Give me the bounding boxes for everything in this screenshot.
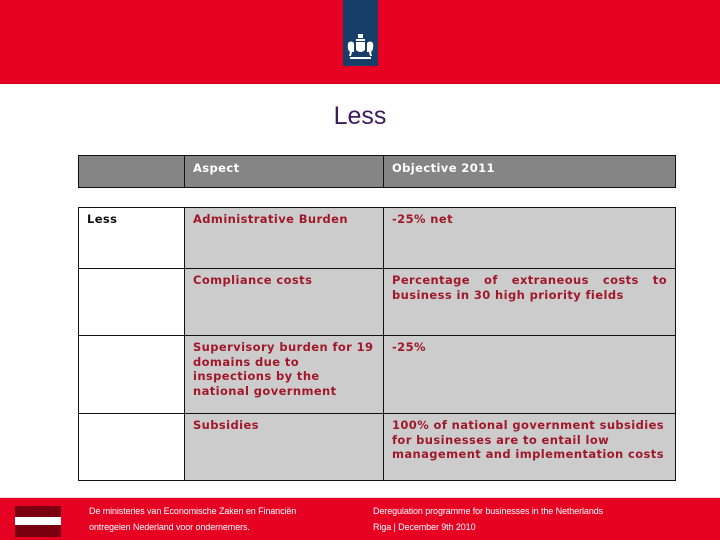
category-cell: Less [79, 208, 185, 269]
table-row [79, 208, 676, 269]
slide-title: Less [333, 102, 387, 130]
table-row [79, 269, 676, 336]
objective-cell [384, 269, 676, 336]
objective-line: Percentage of extraneous costs to [392, 273, 667, 287]
footer-band [0, 497, 720, 540]
aspect-cell: Supervisory burden for 19 domains due to inspections by the national government [185, 336, 384, 414]
aspect-cell: Compliance costs [185, 269, 384, 336]
objective-cell: -25% [384, 336, 676, 414]
objectives-table [78, 207, 676, 481]
rijksoverheid-crest-icon [345, 33, 376, 61]
aspect-cell: Administrative Burden [185, 208, 384, 269]
footer-right-line2: Riga | December 9th 2010 [373, 522, 476, 532]
header-cell-aspect: Aspect [185, 156, 384, 188]
category-cell [79, 269, 185, 336]
header-band [0, 0, 720, 84]
table-row [79, 336, 676, 414]
header-cell-objective: Objective 2011 [384, 156, 676, 188]
footer-left-line2: ontregelen Nederland voor ondernemers. [89, 522, 250, 532]
aspect-cell: Subsidies [185, 414, 384, 481]
objective-cell: -25% net [384, 208, 676, 269]
objective-cell: 100% of national government subsidies for businesses are to entail low management and implementation costs [384, 414, 676, 481]
footer-left-line1: De ministeries van Economische Zaken en Financiën [89, 506, 297, 516]
flag-icon [15, 506, 61, 537]
table-header [78, 155, 676, 188]
footer-right-line1: Deregulation programme for businesses in the Netherlands [373, 506, 604, 516]
category-cell [79, 414, 185, 481]
table-row [79, 414, 676, 481]
objective-line: business in 30 high priority fields [392, 287, 624, 302]
header-cell-empty [79, 156, 185, 188]
category-cell [79, 336, 185, 414]
